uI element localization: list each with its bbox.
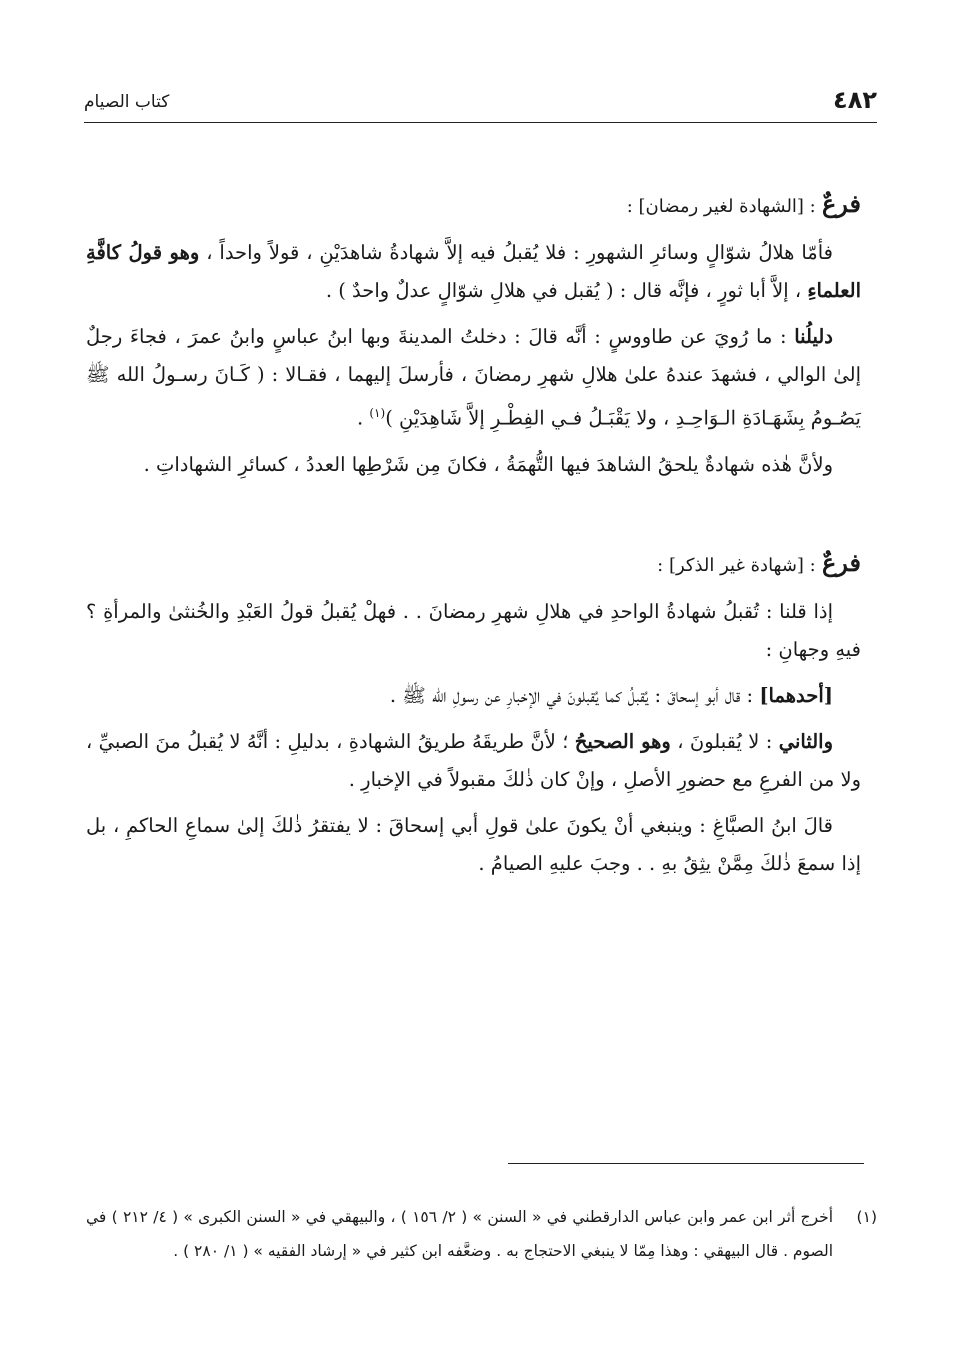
paragraph-text: . — [356, 406, 364, 430]
paragraph-text: ولأنَّ هٰذه شهادةٌ يلحقُ الشاهدَ فيها التُّهمَةُ ، فكانَ مِن شَرْطِها العددُ ، كسائرِ الشهاداتِ . — [143, 452, 833, 476]
bold-phrase: دليلُنا — [794, 325, 833, 348]
paragraph-text: فأمّا هلالُ شوّالٍ وسائرِ الشهورِ : فلا يُقبلُ فيه إلاَّ شهادةُ شاهدَيْنِ ، قولاً واحداً ، — [206, 241, 834, 264]
footnote — [86, 1200, 877, 1268]
paragraph-text: ، إلاَّ أبا ثورٍ ، فإنَّه قال : ( يُقبل في هلالِ شوّالٍ عدلٌ واحدٌ ) . — [325, 279, 802, 302]
footnote-divider — [508, 1163, 864, 1164]
bold-phrase: وهو قولُ كافَّةِ العلماءِ — [86, 241, 861, 302]
section-title: : [شهادة غير الذكر] : — [657, 554, 816, 576]
paragraph — [86, 234, 861, 310]
page-number: ٤٨٢ — [833, 86, 877, 114]
section-heading-2 — [86, 544, 861, 585]
paragraph-text: إذا قلنا : تُقبلُ شهادةُ الواحدِ في هلالِ شهرِ رمضانَ . . فهلْ يُقبلُ قولُ العَبْدِ والخُنثىٰ والمرأةِ ؟ فيهِ وجهانِ : — [86, 599, 861, 661]
section-gap — [86, 492, 861, 544]
paragraph-text: ؛ لأنَّ طريقَهُ طريقُ الشهادةِ ، بدليلِ : أنَّهُ لا يُقبلُ منَ الصبيِّ ، ولا من الفرعِ مع حضورِ الأصلِ ، وإنْ كان ذٰلكَ مقبولاً في الإخبارِ . — [86, 729, 861, 791]
paragraph-text: : قال أبو إسحاقَ : يُقبلُ كما يُقبلونَ في الإخبارِ عن رسولِ الله ﷺ . — [389, 683, 754, 707]
main-text — [86, 185, 861, 891]
far-label: فرعٌ — [821, 189, 861, 218]
footnote-number: (١) — [856, 1208, 877, 1226]
page-header — [84, 86, 877, 123]
paragraph-text: : ما رُويَ عن طاووسٍ : أنَّه قالَ : دخلتُ المدينةَ وبها ابنُ عباسٍ وابنُ عمرَ ، فجاءَ رجلٌ إلىٰ الوالي ، فشهدَ عندهُ علىٰ هلالِ شهرِ رمضانَ ، فأرسلَ إليهما ، فقـالا : ( كَـانَ رسـولُ الله ﷺ يَصُـومُ بِشَهَـادَةِ الـوَاحِـدِ ، ولا يَقْبَـلُ فـي الفِطْـرِ إلاَّ شَاهِدَيْنِ ) — [86, 325, 861, 430]
section-title: : [الشهادة لغير رمضان] : — [626, 196, 816, 217]
section-heading-1 — [86, 185, 861, 226]
paragraph — [86, 593, 861, 669]
bold-phrase: [أحدهما] — [759, 683, 833, 707]
paragraph — [86, 446, 861, 484]
paragraph — [86, 807, 861, 883]
paragraph — [86, 318, 861, 438]
far-label: فرعٌ — [821, 547, 861, 577]
running-title: كتاب الصيام — [84, 92, 170, 112]
footnote-ref[interactable]: (١) — [369, 406, 386, 420]
paragraph-text: قالَ ابنُ الصبَّاغِ : وينبغي أنْ يكونَ علىٰ قولِ أبي إسحاقَ : لا يفتقرُ ذٰلكَ إلىٰ سماعِ الحاكمِ ، بل إذا سمعَ ذٰلكَ مِمَّنْ يثِقُ بهِ . . وجبَ عليهِ الصيامُ . — [86, 813, 861, 875]
bold-phrase: والثاني — [778, 729, 834, 753]
paragraph — [86, 723, 861, 799]
footnote-text: أخرج أثر ابن عمر وابن عباس الدارقطني في « السنن » ( ٢/ ١٥٦ ) ، والبيهقي في « السنن الكبرى » ( ٤/ ٢١٢ ) في الصوم . قال البيهقي : وهذا مِمّا لا ينبغي الاحتجاج به . وضعَّفه ابن كثير في « إرشاد الفقيه » ( ١/ ٢٨٠ ) . — [86, 1208, 834, 1260]
paragraph — [86, 677, 861, 715]
footnotes — [86, 1200, 877, 1268]
paragraph-text: : لا يُقبلونَ ، — [677, 729, 773, 753]
bold-phrase: وهو الصحيحُ — [574, 729, 671, 753]
